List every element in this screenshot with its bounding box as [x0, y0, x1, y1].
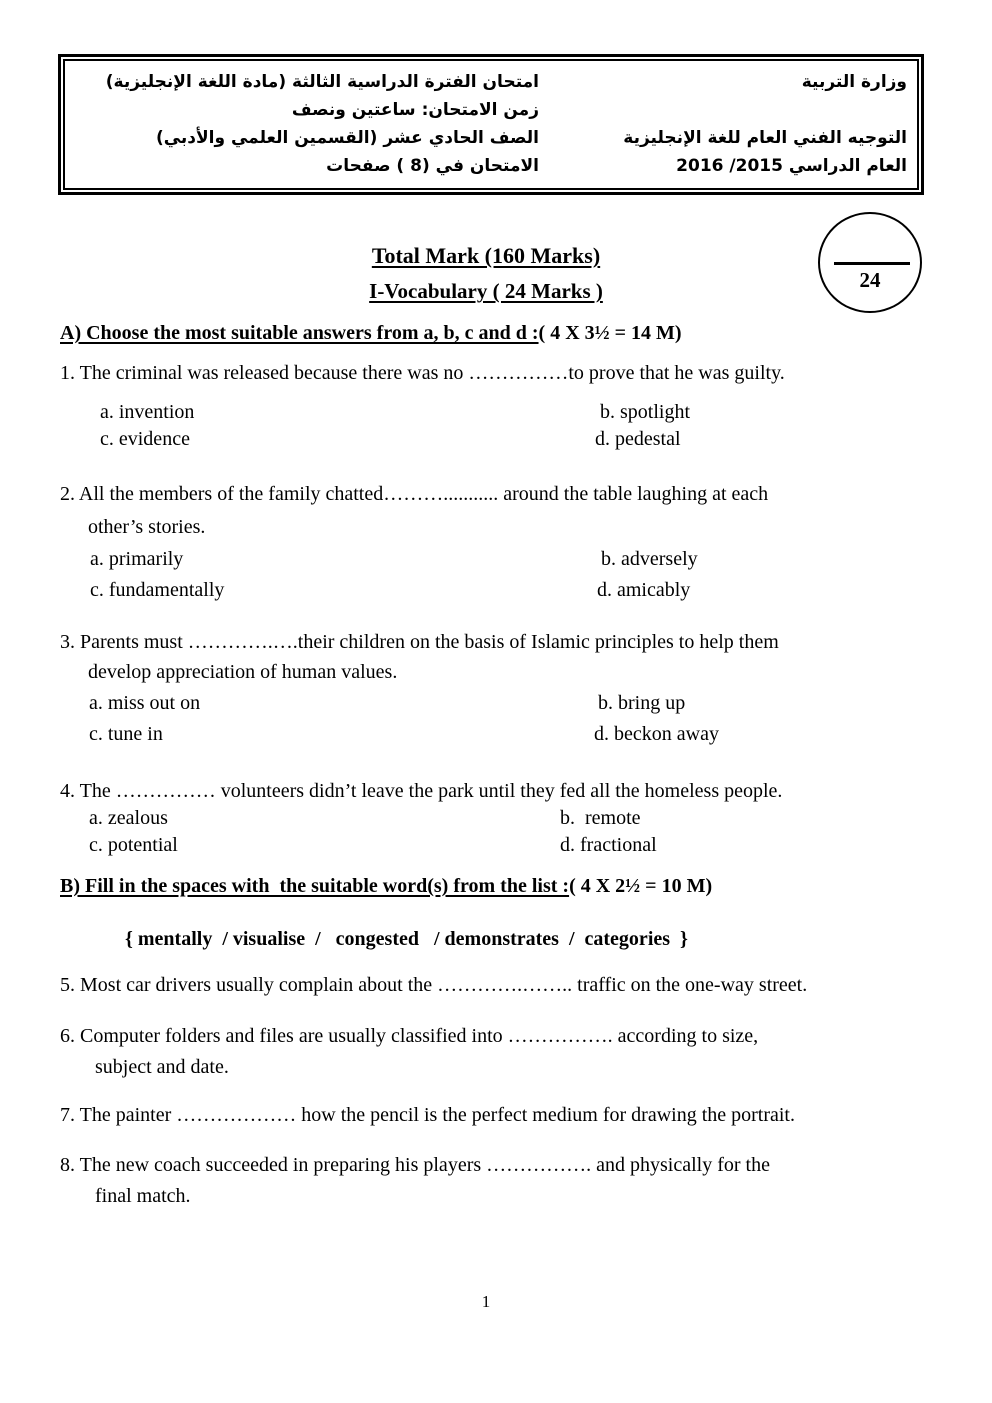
header-ministry-line: وزارة التربية — [801, 72, 907, 92]
header-supervision-line: التوجيه الفني العام للغة الإنجليزية — [623, 128, 907, 148]
q1-option-d: d. pedestal — [595, 428, 681, 450]
header-exam-time-line: زمن الامتحان: ساعتين ونصف — [291, 100, 539, 120]
q4-option-b: b. remote — [560, 807, 641, 829]
question-3-line-1: 3. Parents must ………….….their children on the basis of Islamic principles to help them — [60, 631, 779, 653]
exam-header-inner-border — [63, 59, 919, 190]
page-subtitle — [0, 279, 972, 304]
q2-option-c: c. fundamentally — [90, 579, 225, 601]
word-list: { mentally / visualise / congested / demonstrates / categories } — [125, 928, 688, 950]
section-b-marks: ( 4 X 2½ = 10 M) — [569, 875, 713, 897]
question-4-line: 4. The …………… volunteers didn’t leave the park until they fed all the homeless people. — [60, 780, 783, 802]
q1-option-b: b. spotlight — [600, 401, 691, 423]
q4-option-c: c. potential — [89, 834, 178, 856]
header-grade-line: الصف الحادي عشر (القسمين العلمي والأدبي) — [155, 128, 539, 148]
question-8-line-2: final match. — [95, 1185, 191, 1207]
question-6-line-1: 6. Computer folders and files are usually classified into ……………. according to size, — [60, 1025, 759, 1047]
header-spacer — [577, 96, 907, 124]
page-title — [0, 243, 972, 269]
q2-option-d: d. amicably — [597, 579, 691, 601]
header-exam-info-block — [69, 68, 539, 180]
page-subtitle-text: I-Vocabulary ( 24 Marks ) — [369, 279, 603, 303]
q1-option-c: c. evidence — [100, 428, 190, 450]
header-pages-line: الامتحان في (8 ) صفحات — [326, 156, 539, 176]
score-total: 24 — [859, 268, 881, 292]
header-ministry-block — [577, 68, 907, 180]
header-exam-title-line: امتحان الفترة الدراسية الثالثة (مادة اللغة الإنجليزية) — [105, 72, 539, 92]
question-3-line-2: develop appreciation of human values. — [88, 661, 398, 683]
q3-option-b: b. bring up — [598, 692, 686, 714]
q3-option-c: c. tune in — [89, 723, 163, 745]
page-title-text: Total Mark (160 Marks) — [371, 243, 601, 268]
section-a-marks: ( 4 X 3½ = 14 M) — [538, 322, 682, 344]
q3-option-d: d. beckon away — [594, 723, 719, 745]
section-a-heading — [60, 322, 682, 345]
question-6-line-2: subject and date. — [95, 1056, 229, 1078]
question-5-line: 5. Most car drivers usually complain about the ………….…….. traffic on the one-way street. — [60, 974, 808, 996]
section-b-heading — [60, 875, 712, 898]
question-7-line: 7. The painter ……………… how the pencil is the perfect medium for drawing the portrait. — [60, 1104, 795, 1126]
q4-option-a: a. zealous — [89, 807, 168, 829]
q2-option-b: b. adversely — [601, 548, 698, 570]
q4-option-d: d. fractional — [560, 834, 657, 856]
q3-option-a: a. miss out on — [89, 692, 201, 714]
exam-header-box — [58, 54, 924, 195]
page-number: 1 — [481, 1292, 491, 1311]
question-2-line-1: 2. All the members of the family chatted………........... around the table laughing at each — [60, 483, 769, 505]
section-a-heading-text: A) Choose the most suitable answers from a, b, c and d : — [60, 322, 539, 344]
q1-option-a: a. invention — [100, 401, 195, 423]
section-b-heading-text: B) Fill in the spaces with the suitable word(s) from the list : — [60, 875, 570, 897]
q2-option-a: a. primarily — [90, 548, 184, 570]
question-8-line-1: 8. The new coach succeeded in preparing his players ……………. and physically for the — [60, 1154, 770, 1176]
question-2-line-2: other’s stories. — [88, 516, 206, 538]
question-1-line: 1. The criminal was released because there was no ……………to prove that he was guilty. — [60, 362, 785, 384]
header-school-year-line: العام الدراسي 2015/ 2016 — [676, 156, 907, 176]
